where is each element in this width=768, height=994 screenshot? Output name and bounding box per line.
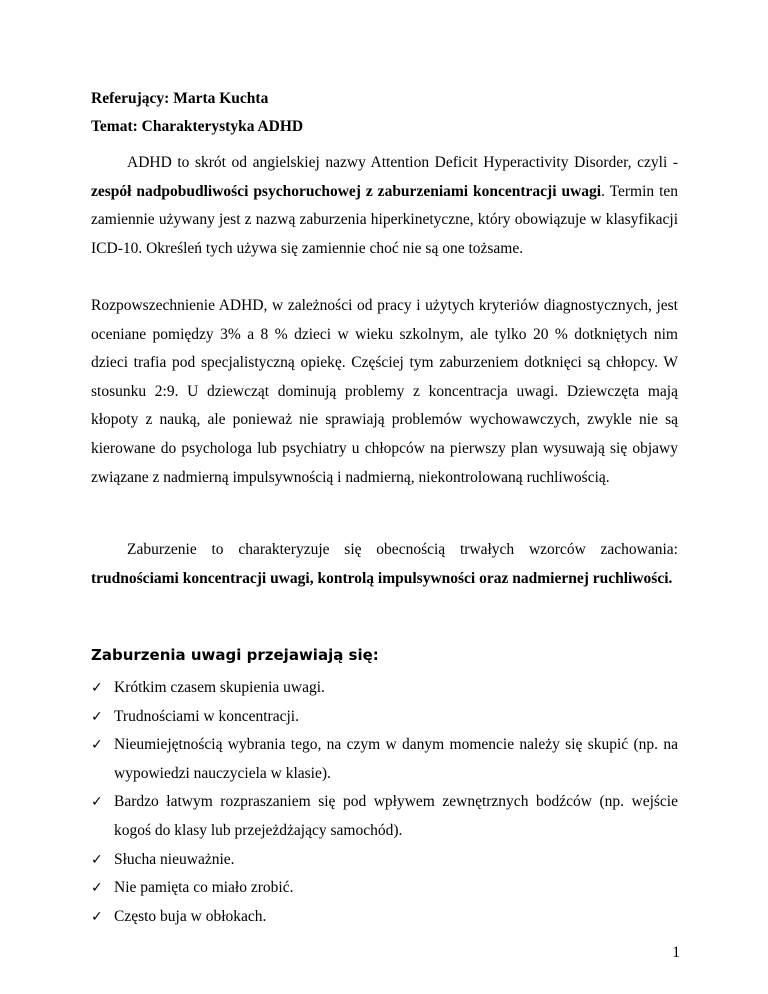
intro-bold-term: zespół nadpobudliwości psychoruchowej z zaburzeniami koncentracji uwagi	[91, 182, 602, 200]
prevalence-paragraph: Rozpowszechnienie ADHD, w zależności od pracy i użytych kryteriów diagnostycznych, jest oceniane pomiędzy 3% a 8 % dzieci w wieku szkolnym, ale tylko 20 % dotkniętych nim dzieci trafia pod specjalistyczną opiekę. Częściej tym zaburzeniem dotknięci są chłopcy. W stosunku 2:9. U dziewcząt dominują problemy z koncentracja uwagi. Dziewczęta mają kłopoty z nauką, ale ponieważ nie sprawiają problemów wychowawczych, zwykle nie są kierowane do psychologa lub psychiatry u chłopców na pierwszy plan wysuwają się objawy związane z nadmierną impulsywnością i nadmierną, niekontrolowaną ruchliwością.	[91, 297, 678, 486]
list-item: ✓ Nie pamięta co miało zrobić.	[91, 874, 678, 903]
page-number: 1	[672, 944, 680, 961]
checkmark-icon: ✓	[91, 880, 103, 897]
list-item: ✓ Krótkim czasem skupienia uwagi.	[91, 674, 678, 703]
checkmark-icon: ✓	[91, 851, 103, 868]
checkmark-icon: ✓	[91, 680, 103, 696]
checkmark-icon: ✓	[91, 908, 103, 925]
topic-line: Temat: Charakterystyka ADHD	[91, 118, 304, 135]
list-item: ✓ Bardzo łatwym rozpraszaniem się pod wpływem zewnętrznych bodźców (np. wejście kogoś do klasy lub przejeżdżający samochód).	[91, 788, 678, 845]
characteristics-paragraph	[91, 536, 678, 593]
checkmark-icon: ✓	[91, 794, 103, 811]
list-item: ✓ Nieumiejętnością wybrania tego, na czym w danym momencie należy się skupić (np. na wypowiedzi nauczyciela w klasie).	[91, 731, 678, 788]
intro-text-1: ADHD to skrót od angielskiej nazwy Attention Deficit Hyperactivity Disorder, czyli -	[127, 154, 678, 171]
intro-paragraph	[91, 149, 678, 263]
intro-text-2: . Termin ten zamiennie używany jest z nazwą zaburzenia hiperkinetyczne, który obowiązuje w klasyfikacji ICD-10. Określeń tych używa się zamiennie choć nie są one tożsame.	[91, 182, 679, 257]
characteristics-bold: trudnościami koncentracji uwagi, kontrolą impulsywności oraz nadmiernej ruchliwości.	[91, 569, 673, 587]
characteristics-text: Zaburzenie to charakteryzuje się obecnością trwałych wzorców zachowania:	[127, 541, 678, 558]
list-item: ✓ Słucha nieuważnie.	[91, 846, 678, 875]
checkmark-icon: ✓	[91, 708, 103, 725]
speaker-line: Referujący: Marta Kuchta	[91, 90, 269, 107]
checkmark-icon: ✓	[91, 737, 103, 754]
list-item: ✓ Często buja w obłokach.	[91, 903, 678, 932]
list-item: ✓ Trudnościami w koncentracji.	[91, 703, 678, 732]
section-heading: Zaburzenia uwagi przejawiają się:	[91, 646, 379, 664]
symptom-list	[91, 674, 678, 931]
